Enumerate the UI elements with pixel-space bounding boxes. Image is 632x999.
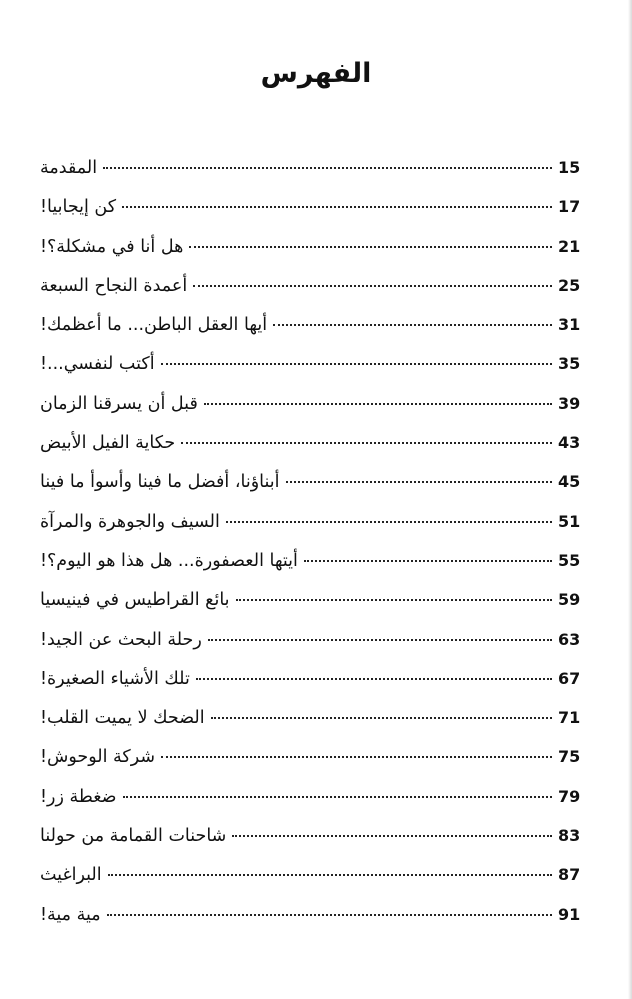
toc-entry — [40, 737, 592, 776]
toc-entry — [40, 266, 592, 305]
dot-leader — [189, 244, 552, 248]
toc-entry-title: أبناؤنا، أفضل ما فينا وأسوأ ما فينا — [40, 472, 280, 493]
toc-entry-title: كن إيجابيا! — [40, 197, 117, 218]
toc-entry — [40, 816, 592, 855]
dot-leader — [108, 872, 552, 876]
toc-entry — [40, 502, 592, 541]
toc-entry-title: السيف والجوهرة والمرآة — [40, 511, 220, 532]
toc-page-number: 35 — [558, 354, 581, 374]
toc-page-number: 91 — [558, 904, 581, 924]
dot-leader — [122, 204, 552, 208]
toc-entry-title: هل أنا في مشكلة؟! — [40, 236, 184, 257]
toc-page-number: 15 — [558, 158, 581, 177]
toc-entry-title: بائع القراطيس في فينيسيا — [40, 590, 230, 611]
dot-leader — [232, 833, 552, 837]
toc-entry-title: شركة الوحوش! — [40, 747, 156, 768]
dot-leader — [123, 794, 552, 798]
toc-entry — [40, 698, 592, 737]
dot-leader — [107, 912, 552, 916]
toc-entry — [40, 187, 592, 226]
toc-page-number: 25 — [558, 275, 581, 295]
toc-page-number: 79 — [558, 786, 581, 806]
toc-page-number: 71 — [558, 708, 581, 728]
dot-leader — [161, 754, 552, 758]
toc-entry-title: مية مية! — [40, 904, 101, 925]
dot-leader — [304, 558, 552, 562]
toc-entry-title: حكاية الفيل الأبيض — [40, 433, 176, 454]
dot-leader — [208, 637, 552, 641]
dot-leader — [236, 597, 552, 601]
dot-leader — [211, 715, 552, 719]
toc-entry — [40, 620, 592, 659]
dot-leader — [161, 361, 552, 365]
page-title: الفهرس — [260, 58, 372, 89]
toc-page-number: 45 — [558, 472, 581, 492]
toc-page-number: 67 — [558, 668, 581, 688]
dot-leader — [103, 165, 552, 169]
dot-leader — [181, 440, 552, 444]
toc-entry-title: أعمدة النجاح السبعة — [40, 275, 188, 296]
toc-page-number: 59 — [558, 590, 581, 610]
toc-page-number: 75 — [558, 747, 581, 767]
toc-page-number: 21 — [558, 236, 581, 256]
dot-leader — [226, 519, 552, 523]
toc-page-number: 31 — [558, 315, 581, 335]
toc-page-number: 51 — [558, 511, 581, 531]
toc-entry-title: تلك الأشياء الصغيرة! — [40, 668, 190, 689]
dot-leader — [273, 322, 552, 326]
toc-entry-title: ضغطة زر! — [40, 786, 117, 807]
toc-entry-title: رحلة البحث عن الجيد! — [40, 629, 202, 650]
dot-leader — [286, 479, 553, 483]
toc-entry-title: أيتها العصفورة... هل هذا هو اليوم؟! — [40, 550, 298, 571]
page-edge-shadow — [628, 0, 632, 999]
toc-page-number: 43 — [558, 433, 581, 453]
toc-entry-title: أيها العقل الباطن... ما أعظمك! — [40, 315, 268, 336]
toc-entry-title: المقدمة — [40, 158, 98, 178]
toc-entry — [40, 855, 592, 894]
table-of-contents — [40, 148, 592, 934]
toc-entry — [40, 462, 592, 501]
toc-entry — [40, 423, 592, 462]
toc-entry — [40, 541, 592, 580]
toc-entry — [40, 777, 592, 816]
toc-entry — [40, 580, 592, 619]
toc-entry — [40, 344, 592, 383]
toc-entry-title: البراغيث — [40, 865, 102, 886]
dot-leader — [196, 676, 552, 680]
toc-entry — [40, 895, 592, 934]
toc-page-number: 87 — [558, 865, 581, 885]
toc-entry-title: أكتب لنفسي...! — [40, 354, 155, 375]
toc-entry — [40, 384, 592, 423]
toc-page-number: 63 — [558, 629, 581, 649]
toc-entry-title: الضحك لا يميت القلب! — [40, 708, 205, 729]
toc-page-number: 83 — [558, 826, 581, 846]
toc-entry — [40, 227, 592, 266]
toc-entry — [40, 659, 592, 698]
toc-entry-title: شاحنات القمامة من حولنا — [40, 826, 227, 847]
toc-page-number: 17 — [558, 197, 581, 217]
dot-leader — [193, 283, 552, 287]
toc-page-number: 39 — [558, 393, 581, 413]
toc-entry — [40, 148, 592, 187]
toc-page-number: 55 — [558, 550, 581, 570]
toc-entry — [40, 305, 592, 344]
dot-leader — [204, 401, 552, 405]
toc-entry-title: قبل أن يسرقنا الزمان — [40, 393, 198, 414]
